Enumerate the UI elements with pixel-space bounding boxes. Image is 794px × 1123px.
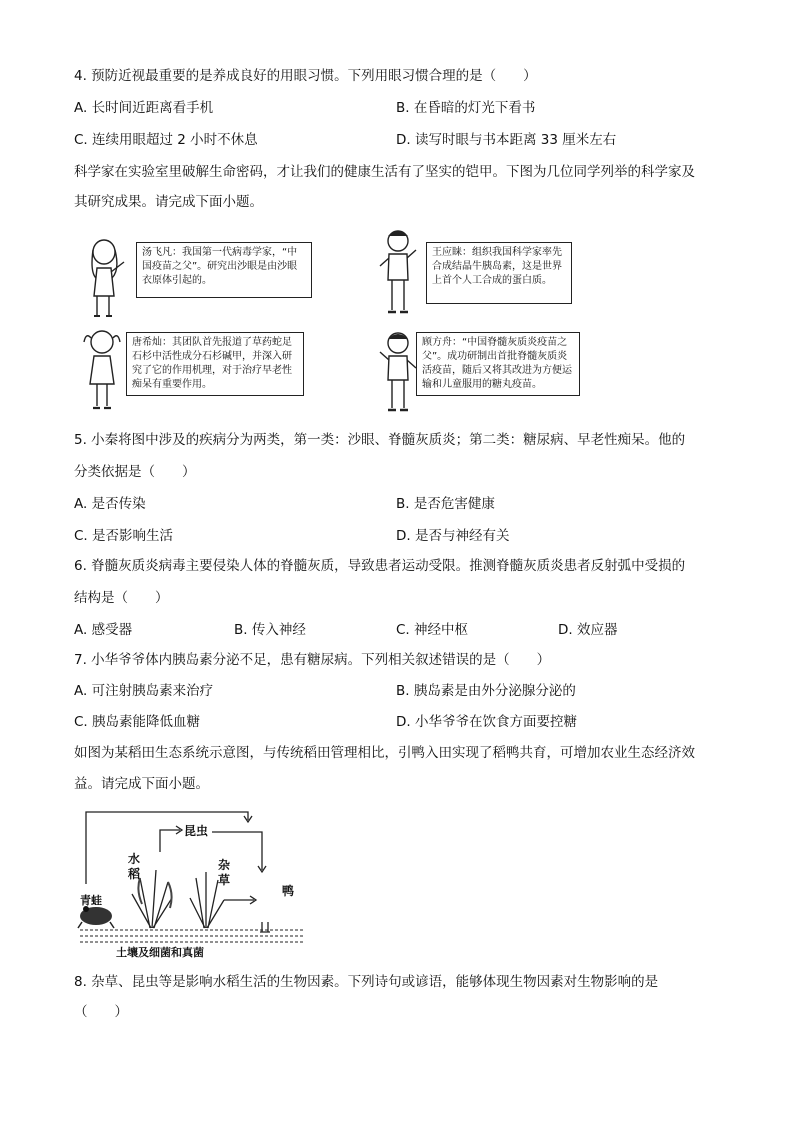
q6-option-b: B. 传入神经 bbox=[234, 622, 306, 638]
girl-student-icon bbox=[80, 328, 124, 412]
frog-label: 青蛙 bbox=[80, 894, 102, 907]
q4-option-b: B. 在昏暗的灯光下看书 bbox=[396, 100, 536, 116]
boy-student-icon bbox=[376, 330, 420, 414]
rice-field-ecosystem-figure bbox=[76, 808, 312, 958]
scientists-figure bbox=[80, 226, 600, 416]
q5-option-d: D. 是否与神经有关 bbox=[396, 528, 510, 544]
gu-fangzhou-note: 顾方舟：“中国脊髓灰质炎疫苗之父”。成功研制出首批脊髓灰质炎活疫苗，随后又将其改进为方便运输和儿童服用的糖丸疫苗。 bbox=[416, 332, 580, 396]
wang-yinglai-note: 王应睐：组织我国科学家率先合成结晶牛胰岛素，这是世界上首个人工合成的蛋白质。 bbox=[426, 242, 572, 304]
insect-label: 昆虫 bbox=[184, 824, 209, 838]
q8-line2: （ ） bbox=[74, 1004, 128, 1020]
weed-label: 杂草 bbox=[218, 858, 231, 887]
q5-option-a: A. 是否传染 bbox=[74, 496, 146, 512]
q7-option-d: D. 小华爷爷在饮食方面要控糖 bbox=[396, 714, 577, 730]
q4-option-c: C. 连续用眼超过 2 小时不休息 bbox=[74, 132, 258, 148]
intro2-line1: 如图为某稻田生态系统示意图，与传统稻田管理相比，引鸭入田实现了稻鸭共育，可增加农业生态经济效 bbox=[74, 745, 695, 761]
q7-option-a: A. 可注射胰岛素来治疗 bbox=[74, 683, 214, 699]
q7-option-b: B. 胰岛素是由外分泌腺分泌的 bbox=[396, 683, 576, 699]
q5-line2: 分类依据是（ ） bbox=[74, 464, 196, 480]
q6-line1: 6. 脊髓灰质炎病毒主要侵染人体的脊髓灰质，导致患者运动受限。推测脊髓灰质炎患者反射弧中受损的 bbox=[74, 558, 686, 574]
rice-label: 水稻 bbox=[128, 852, 141, 881]
girl-student-icon bbox=[80, 238, 132, 320]
q7-stem: 7. 小华爷爷体内胰岛素分泌不足，患有糖尿病。下列相关叙述错误的是（ ） bbox=[74, 652, 551, 668]
q4-option-d: D. 读写时眼与书本距离 33 厘米左右 bbox=[396, 132, 617, 148]
tang-feifan-note: 汤飞凡：我国第一代病毒学家，“中国疫苗之父”。研究出沙眼是由沙眼衣原体引起的。 bbox=[136, 242, 312, 298]
q4-stem: 4. 预防近视最重要的是养成良好的用眼习惯。下列用眼习惯合理的是（ ） bbox=[74, 68, 537, 84]
q5-option-c: C. 是否影响生活 bbox=[74, 528, 174, 544]
q7-option-c: C. 胰岛素能降低血糖 bbox=[74, 714, 201, 730]
q8-line1: 8. 杂草、昆虫等是影响水稻生活的生物因素。下列诗句或谚语，能够体现生物因素对生物影响的是 bbox=[74, 974, 659, 990]
boy-student-icon bbox=[376, 228, 420, 316]
q5-line1: 5. 小秦将图中涉及的疾病分为两类，第一类：沙眼、脊髓灰质炎；第二类：糖尿病、早老性痴呆。他的 bbox=[74, 432, 686, 448]
intro1-line1: 科学家在实验室里破解生命密码，才让我们的健康生活有了坚实的铠甲。下图为几位同学列举的科学家及 bbox=[74, 164, 695, 180]
soil-label: 土壤及细菌和真菌 bbox=[116, 946, 204, 959]
q5-option-b: B. 是否危害健康 bbox=[396, 496, 495, 512]
intro2-line2: 益。请完成下面小题。 bbox=[74, 776, 209, 792]
duck-label: 鸭 bbox=[282, 884, 295, 898]
intro1-line2: 其研究成果。请完成下面小题。 bbox=[74, 194, 263, 210]
tang-xican-note: 唐希灿：其团队首先报道了草药蛇足石杉中活性成分石杉碱甲，并深入研究了它的作用机理，对于治疗早老性痴呆有重要作用。 bbox=[126, 332, 304, 396]
q6-line2: 结构是（ ） bbox=[74, 590, 169, 606]
q4-option-a: A. 长时间近距离看手机 bbox=[74, 100, 214, 116]
q6-option-c: C. 神经中枢 bbox=[396, 622, 469, 638]
q6-option-d: D. 效应器 bbox=[558, 622, 618, 638]
q6-option-a: A. 感受器 bbox=[74, 622, 133, 638]
